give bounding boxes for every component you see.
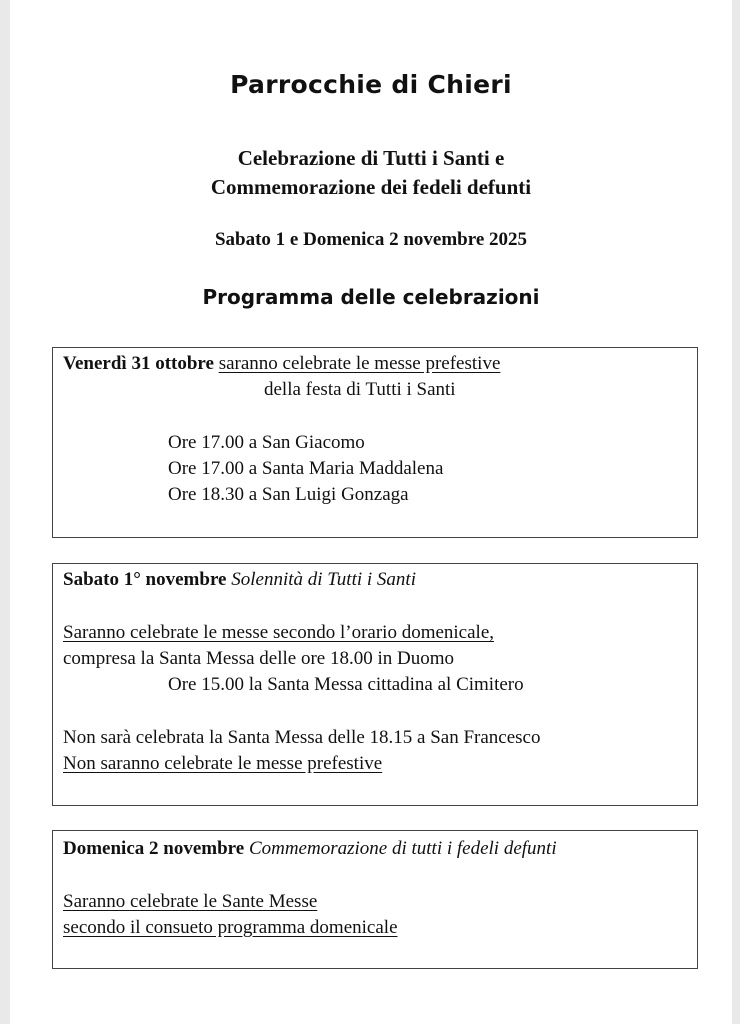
subtitle-line-2: Commemorazione dei fedeli defunti <box>210 175 532 199</box>
friday-section <box>52 347 698 538</box>
event-dates: Sabato 1 e Domenica 2 novembre 2025 <box>214 229 528 250</box>
saturday-line-1: Saranno celebrate le messe secondo l’orario domenicale, <box>63 622 495 643</box>
sunday-line-2: secondo il consueto programma domenicale <box>63 917 398 938</box>
subtitle <box>10 144 732 202</box>
friday-day: Venerdì 31 ottobre <box>63 353 214 374</box>
sunday-feast: Commemorazione di tutti i fedeli defunti <box>248 838 557 859</box>
page-title: Parrocchie di Chieri <box>230 70 512 99</box>
saturday-line-5: Non saranno celebrate le messe prefestive <box>63 753 383 774</box>
sunday-section <box>52 830 698 969</box>
friday-mass-2: Ore 17.00 a Santa Maria Maddalena <box>168 458 444 479</box>
document-page <box>10 0 732 1024</box>
saturday-line-2: compresa la Santa Messa delle ore 18.00 in Duomo <box>63 648 454 669</box>
saturday-header <box>63 567 416 593</box>
sunday-day: Domenica 2 novembre <box>63 838 245 859</box>
friday-header <box>63 351 500 377</box>
friday-mass-3: Ore 18.30 a San Luigi Gonzaga <box>168 484 409 505</box>
subtitle-line-1: Celebrazione di Tutti i Santi e <box>237 146 505 170</box>
friday-intro-line-2: della festa di Tutti i Santi <box>264 379 456 400</box>
sunday-header <box>63 836 557 862</box>
saturday-feast: Solennità di Tutti i Santi <box>231 569 416 590</box>
saturday-line-3: Ore 15.00 la Santa Messa cittadina al Cimitero <box>168 674 524 695</box>
saturday-day: Sabato 1° novembre <box>63 569 227 590</box>
saturday-section <box>52 563 698 806</box>
saturday-line-4: Non sarà celebrata la Santa Messa delle 18.15 a San Francesco <box>63 727 541 748</box>
friday-mass-1: Ore 17.00 a San Giacomo <box>168 432 365 453</box>
friday-intro: saranno celebrate le messe prefestive <box>218 353 501 374</box>
sunday-line-1: Saranno celebrate le Sante Messe <box>63 891 318 912</box>
program-title: Programma delle celebrazioni <box>202 285 540 309</box>
